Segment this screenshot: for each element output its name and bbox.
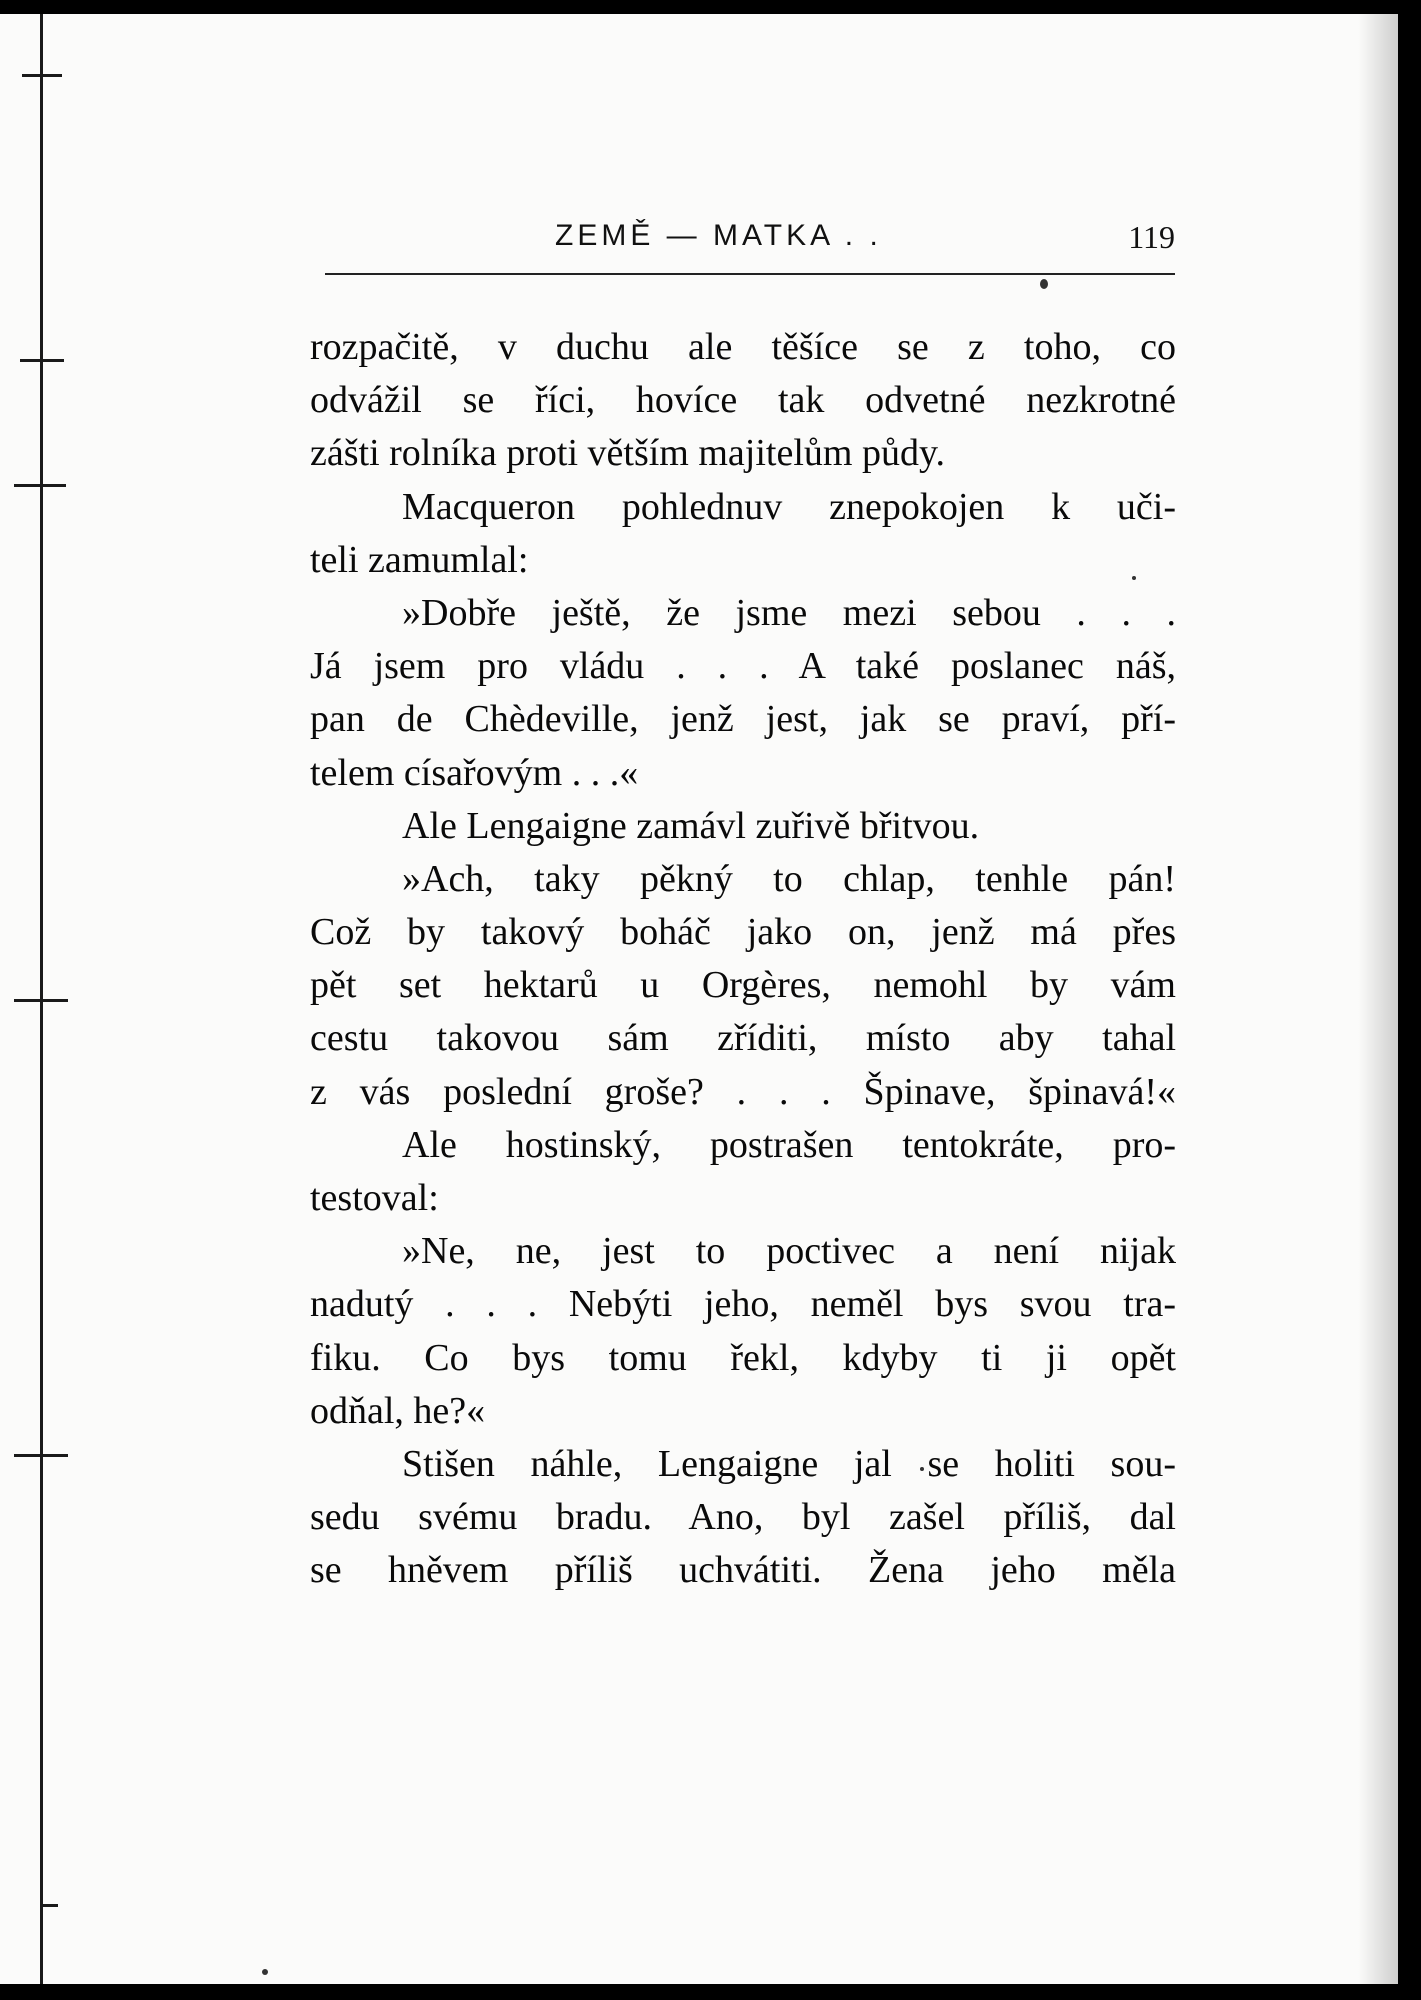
running-head: ZEMĚ — MATKA . . xyxy=(555,219,882,252)
page-number: 119 xyxy=(1128,219,1175,255)
header-rule xyxy=(325,273,1175,275)
gutter-mark xyxy=(20,359,64,362)
text-line: »Ne, ne, jest to poctivec a není nijak xyxy=(402,1230,1176,1273)
print-speck xyxy=(262,1969,268,1975)
text-line: testoval: xyxy=(310,1177,439,1219)
text-line: teli zamumlal: xyxy=(310,538,529,581)
text-line: odvážil se říci, hovíce tak odvetné nezkrotné xyxy=(310,379,1176,422)
text-line: telem císařovým . . .« xyxy=(310,751,639,794)
text-line: sedu svému bradu. Ano, byl zašel příliš, dal xyxy=(310,1496,1176,1539)
page-edge-shadow xyxy=(1358,14,1398,1984)
text-line: pan de Chèdeville, jenž jest, jak se praví, pří- xyxy=(310,698,1176,741)
text-line: rozpačitě, v duchu ale těšíce se z toho, co xyxy=(310,326,1176,368)
gutter-mark xyxy=(22,74,62,77)
print-speck xyxy=(1040,279,1048,289)
body-text xyxy=(310,321,1176,1598)
text-line: pět set hektarů u Orgères, nemohl by vám xyxy=(310,964,1176,1007)
text-line: Což by takový boháč jako on, jenž má přes xyxy=(310,911,1176,954)
text-line: Já jsem pro vládu . . . A také poslanec náš, xyxy=(310,645,1176,688)
text-line: zášti rolníka proti větším majitelům půdy. xyxy=(310,432,945,475)
page-header xyxy=(315,214,1175,264)
text-line: nadutý . . . Nebýti jeho, neměl bys svou tra- xyxy=(310,1283,1176,1326)
text-line: z vás poslední groše? . . . Špinave, špinavá!« xyxy=(310,1070,1176,1113)
text-line: Macqueron pohlednuv znepokojen k uči- xyxy=(402,485,1176,528)
gutter-mark xyxy=(14,484,66,487)
text-line: se hněvem příliš uchvátiti. Žena jeho měla xyxy=(310,1549,1176,1592)
text-line: »Ach, taky pěkný to chlap, tenhle pán! xyxy=(402,857,1176,900)
gutter-mark xyxy=(40,1904,58,1907)
text-line: odňal, he?« xyxy=(310,1389,486,1432)
text-line: Ale hostinský, postrašen tentokráte, pro- xyxy=(402,1123,1176,1166)
text-line: Stišen náhle, Lengaigne jal se holiti sou- xyxy=(402,1442,1176,1485)
gutter-mark xyxy=(14,1454,68,1457)
gutter-mark xyxy=(14,999,68,1002)
text-line: Ale Lengaigne zamávl zuřivě břitvou. xyxy=(402,804,980,847)
text-line: »Dobře ještě, že jsme mezi sebou . . . xyxy=(402,591,1176,634)
text-line: fiku. Co bys tomu řekl, kdyby ti ji opět xyxy=(310,1336,1176,1379)
text-line: cestu takovou sám zříditi, místo aby tahal xyxy=(310,1017,1176,1060)
book-page xyxy=(0,14,1398,1984)
